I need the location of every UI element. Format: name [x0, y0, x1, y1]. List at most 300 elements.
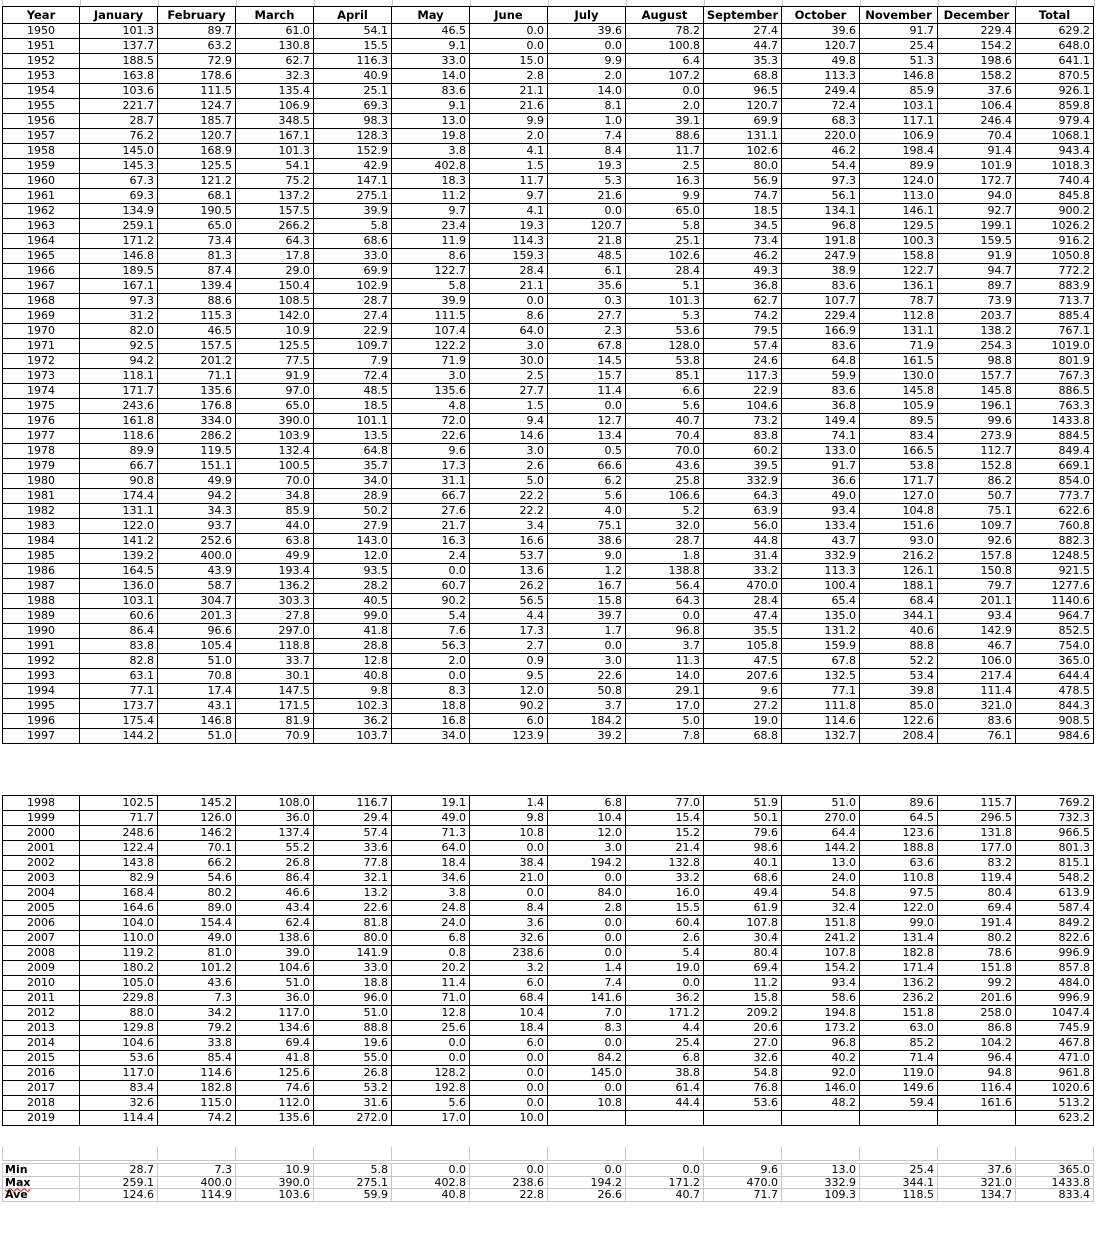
value-cell: 11.2 — [392, 189, 470, 204]
value-cell: 15.8 — [548, 594, 626, 609]
value-cell: 9.5 — [470, 669, 548, 684]
value-cell: 189.5 — [80, 264, 158, 279]
value-cell: 80.0 — [314, 931, 392, 946]
value-cell: 8.6 — [470, 309, 548, 324]
value-cell: 64.3 — [626, 594, 704, 609]
value-cell: 75.2 — [236, 174, 314, 189]
value-cell: 63.9 — [704, 504, 782, 519]
value-cell: 33.8 — [158, 1036, 236, 1051]
empty-cell — [314, 1147, 392, 1161]
value-cell: 10.8 — [470, 826, 548, 841]
value-cell — [548, 1111, 626, 1126]
summary-value-cell: 390.0 — [236, 1176, 314, 1189]
value-cell: 70.9 — [236, 729, 314, 744]
value-cell: 32.0 — [626, 519, 704, 534]
value-cell: 37.6 — [938, 84, 1016, 99]
value-cell: 121.2 — [158, 174, 236, 189]
value-cell: 103.6 — [80, 84, 158, 99]
value-cell: 93.7 — [158, 519, 236, 534]
value-cell: 168.4 — [80, 886, 158, 901]
value-cell: 36.8 — [782, 399, 860, 414]
max-label: Max — [5, 1175, 31, 1189]
value-cell: 115.0 — [158, 1096, 236, 1111]
value-cell: 27.2 — [704, 699, 782, 714]
value-cell: 114.6 — [782, 714, 860, 729]
column-header-total: Total — [1016, 7, 1094, 24]
value-cell: 80.0 — [704, 159, 782, 174]
value-cell: 2.6 — [626, 931, 704, 946]
value-cell: 216.2 — [860, 549, 938, 564]
value-cell: 38.6 — [548, 534, 626, 549]
year-cell: 2011 — [3, 991, 80, 1006]
value-cell: 19.1 — [392, 796, 470, 811]
table-row — [3, 54, 1094, 69]
value-cell: 39.8 — [860, 684, 938, 699]
summary-value-cell: 134.7 — [938, 1189, 1016, 1202]
value-cell: 80.4 — [704, 946, 782, 961]
value-cell: 93.0 — [860, 534, 938, 549]
year-cell: 1962 — [3, 204, 80, 219]
year-cell: 1952 — [3, 54, 80, 69]
value-cell: 68.8 — [704, 729, 782, 744]
value-cell: 152.9 — [314, 144, 392, 159]
value-cell: 94.7 — [938, 264, 1016, 279]
value-cell: 188.8 — [860, 841, 938, 856]
summary-value-cell: 40.7 — [626, 1189, 704, 1202]
value-cell: 34.2 — [158, 1006, 236, 1021]
value-cell: 1140.6 — [1016, 594, 1094, 609]
value-cell: 83.6 — [782, 339, 860, 354]
value-cell: 23.4 — [392, 219, 470, 234]
value-cell: 221.7 — [80, 99, 158, 114]
value-cell: 136.2 — [236, 579, 314, 594]
value-cell: 102.6 — [626, 249, 704, 264]
value-cell: 132.7 — [782, 729, 860, 744]
value-cell: 101.1 — [314, 414, 392, 429]
value-cell: 0.8 — [392, 946, 470, 961]
summary-value-cell: 9.6 — [704, 1164, 782, 1177]
table-row — [3, 444, 1094, 459]
value-cell: 22.9 — [704, 384, 782, 399]
value-cell: 77.8 — [314, 856, 392, 871]
table-row — [3, 714, 1094, 729]
value-cell: 297.0 — [236, 624, 314, 639]
year-cell: 1999 — [3, 811, 80, 826]
value-cell: 76.1 — [938, 729, 1016, 744]
value-cell: 176.8 — [158, 399, 236, 414]
value-cell: 159.3 — [470, 249, 548, 264]
value-cell: 3.8 — [392, 144, 470, 159]
value-cell: 8.3 — [548, 1021, 626, 1036]
value-cell: 116.4 — [938, 1081, 1016, 1096]
value-cell: 32.3 — [236, 69, 314, 84]
value-cell: 78.7 — [860, 294, 938, 309]
value-cell: 49.3 — [704, 264, 782, 279]
value-cell: 996.9 — [1016, 946, 1094, 961]
value-cell: 2.3 — [548, 324, 626, 339]
value-cell: 59.4 — [860, 1096, 938, 1111]
value-cell: 979.4 — [1016, 114, 1094, 129]
value-cell: 38.8 — [626, 1066, 704, 1081]
value-cell: 272.0 — [314, 1111, 392, 1126]
value-cell: 131.2 — [782, 624, 860, 639]
value-cell: 12.8 — [314, 654, 392, 669]
value-cell: 10.0 — [470, 1111, 548, 1126]
value-cell: 35.5 — [704, 624, 782, 639]
value-cell: 32.4 — [782, 901, 860, 916]
table-row — [3, 1051, 1094, 1066]
value-cell: 104.0 — [80, 916, 158, 931]
table-row — [3, 669, 1094, 684]
value-cell: 1277.6 — [1016, 579, 1094, 594]
value-cell: 1068.1 — [1016, 129, 1094, 144]
value-cell: 39.6 — [548, 24, 626, 39]
value-cell: 100.4 — [782, 579, 860, 594]
value-cell: 120.7 — [158, 129, 236, 144]
value-cell: 54.4 — [782, 159, 860, 174]
year-cell: 1978 — [3, 444, 80, 459]
value-cell: 64.0 — [470, 324, 548, 339]
value-cell: 82.9 — [80, 871, 158, 886]
value-cell: 961.8 — [1016, 1066, 1094, 1081]
value-cell: 21.6 — [470, 99, 548, 114]
value-cell: 7.6 — [392, 624, 470, 639]
value-cell: 132.4 — [236, 444, 314, 459]
value-cell: 68.6 — [704, 871, 782, 886]
value-cell: 51.0 — [782, 796, 860, 811]
value-cell: 98.8 — [938, 354, 1016, 369]
value-cell: 99.6 — [938, 414, 1016, 429]
year-cell: 1980 — [3, 474, 80, 489]
value-cell: 27.9 — [314, 519, 392, 534]
year-cell: 1967 — [3, 279, 80, 294]
value-cell: 25.4 — [626, 1036, 704, 1051]
value-cell: 1.0 — [548, 114, 626, 129]
value-cell: 18.3 — [392, 174, 470, 189]
value-cell: 27.8 — [236, 609, 314, 624]
value-cell: 98.3 — [314, 114, 392, 129]
value-cell: 18.8 — [314, 976, 392, 991]
value-cell: 35.3 — [704, 54, 782, 69]
value-cell: 236.2 — [860, 991, 938, 1006]
value-cell: 164.5 — [80, 564, 158, 579]
value-cell: 151.1 — [158, 459, 236, 474]
value-cell: 71.9 — [860, 339, 938, 354]
value-cell: 125.5 — [236, 339, 314, 354]
value-cell: 66.2 — [158, 856, 236, 871]
value-cell: 21.7 — [392, 519, 470, 534]
value-cell: 64.3 — [236, 234, 314, 249]
value-cell: 0.0 — [392, 669, 470, 684]
value-cell: 34.6 — [392, 871, 470, 886]
value-cell: 63.6 — [860, 856, 938, 871]
value-cell: 92.7 — [938, 204, 1016, 219]
value-cell: 348.5 — [236, 114, 314, 129]
value-cell: 111.8 — [782, 699, 860, 714]
value-cell: 145.2 — [158, 796, 236, 811]
value-cell: 71.7 — [80, 811, 158, 826]
value-cell: 96.8 — [626, 624, 704, 639]
value-cell: 171.7 — [860, 474, 938, 489]
value-cell: 60.2 — [704, 444, 782, 459]
value-cell: 116.7 — [314, 796, 392, 811]
value-cell: 145.3 — [80, 159, 158, 174]
value-cell: 41.8 — [314, 624, 392, 639]
value-cell: 50.8 — [548, 684, 626, 699]
value-cell: 3.8 — [392, 886, 470, 901]
table-row — [3, 609, 1094, 624]
value-cell: 3.4 — [470, 519, 548, 534]
table-row — [3, 1006, 1094, 1021]
value-cell: 5.3 — [626, 309, 704, 324]
table-row — [3, 504, 1094, 519]
value-cell: 65.0 — [626, 204, 704, 219]
value-cell: 49.9 — [158, 474, 236, 489]
value-cell: 129.5 — [860, 219, 938, 234]
summary-value-cell: 275.1 — [314, 1176, 392, 1189]
value-cell: 33.2 — [704, 564, 782, 579]
table-row — [3, 339, 1094, 354]
value-cell: 203.7 — [938, 309, 1016, 324]
value-cell: 36.6 — [782, 474, 860, 489]
value-cell: 17.0 — [626, 699, 704, 714]
value-cell: 124.0 — [860, 174, 938, 189]
value-cell: 39.6 — [782, 24, 860, 39]
value-cell: 105.0 — [80, 976, 158, 991]
value-cell: 1047.4 — [1016, 1006, 1094, 1021]
value-cell: 48.5 — [314, 384, 392, 399]
table-row — [3, 1096, 1094, 1111]
year-cell: 2007 — [3, 931, 80, 946]
value-cell: 86.4 — [80, 624, 158, 639]
value-cell: 22.2 — [470, 504, 548, 519]
value-cell: 304.7 — [158, 594, 236, 609]
value-cell: 0.0 — [548, 39, 626, 54]
value-cell: 54.1 — [314, 24, 392, 39]
value-cell: 2.0 — [626, 99, 704, 114]
value-cell: 966.5 — [1016, 826, 1094, 841]
value-cell: 76.8 — [704, 1081, 782, 1096]
value-cell: 81.9 — [236, 714, 314, 729]
value-cell: 114.3 — [470, 234, 548, 249]
value-cell: 18.4 — [392, 856, 470, 871]
summary-value-cell: 5.8 — [314, 1164, 392, 1177]
value-cell: 56.4 — [626, 579, 704, 594]
value-cell: 773.7 — [1016, 489, 1094, 504]
value-cell: 39.9 — [314, 204, 392, 219]
table-row — [3, 114, 1094, 129]
value-cell: 44.7 — [704, 39, 782, 54]
value-cell: 801.9 — [1016, 354, 1094, 369]
year-cell: 1955 — [3, 99, 80, 114]
value-cell: 198.6 — [938, 54, 1016, 69]
value-cell: 21.4 — [626, 841, 704, 856]
value-cell: 27.7 — [548, 309, 626, 324]
value-cell: 106.9 — [860, 129, 938, 144]
value-cell: 70.1 — [158, 841, 236, 856]
table-row — [3, 39, 1094, 54]
value-cell: 144.2 — [80, 729, 158, 744]
value-cell: 101.2 — [158, 961, 236, 976]
value-cell: 31.4 — [704, 549, 782, 564]
value-cell: 28.4 — [704, 594, 782, 609]
value-cell: 25.8 — [626, 474, 704, 489]
value-cell: 83.6 — [782, 384, 860, 399]
summary-value-cell: 194.2 — [548, 1176, 626, 1189]
value-cell: 91.9 — [938, 249, 1016, 264]
value-cell: 138.8 — [626, 564, 704, 579]
value-cell: 1.8 — [626, 549, 704, 564]
value-cell: 174.4 — [80, 489, 158, 504]
value-cell: 193.4 — [236, 564, 314, 579]
value-cell — [626, 1111, 704, 1126]
value-cell: 83.8 — [704, 429, 782, 444]
value-cell: 964.7 — [1016, 609, 1094, 624]
summary-value-cell: 114.9 — [158, 1189, 236, 1202]
value-cell: 53.6 — [704, 1096, 782, 1111]
table-row — [3, 219, 1094, 234]
value-cell: 97.3 — [782, 174, 860, 189]
value-cell: 75.1 — [938, 504, 1016, 519]
year-cell: 1965 — [3, 249, 80, 264]
value-cell: 182.8 — [860, 946, 938, 961]
value-cell: 0.0 — [470, 294, 548, 309]
value-cell — [782, 1111, 860, 1126]
value-cell: 86.2 — [938, 474, 1016, 489]
table-row — [3, 579, 1094, 594]
value-cell: 2.7 — [470, 639, 548, 654]
value-cell: 39.5 — [704, 459, 782, 474]
value-cell: 88.8 — [314, 1021, 392, 1036]
value-cell: 229.4 — [938, 24, 1016, 39]
value-cell: 2.5 — [470, 369, 548, 384]
value-cell: 32.6 — [470, 931, 548, 946]
value-cell: 207.6 — [704, 669, 782, 684]
value-cell: 72.4 — [782, 99, 860, 114]
value-cell: 15.2 — [626, 826, 704, 841]
value-cell: 68.4 — [860, 594, 938, 609]
table-row — [3, 639, 1094, 654]
value-cell: 0.0 — [470, 886, 548, 901]
value-cell: 332.9 — [704, 474, 782, 489]
value-cell: 3.0 — [548, 654, 626, 669]
year-cell: 1976 — [3, 414, 80, 429]
value-cell: 29.0 — [236, 264, 314, 279]
value-cell: 54.1 — [236, 159, 314, 174]
summary-value-cell: 1433.8 — [1016, 1176, 1094, 1189]
value-cell: 108.0 — [236, 796, 314, 811]
value-cell: 40.8 — [314, 669, 392, 684]
year-cell: 2018 — [3, 1096, 80, 1111]
value-cell: 100.5 — [236, 459, 314, 474]
value-cell: 173.2 — [782, 1021, 860, 1036]
year-cell: 1981 — [3, 489, 80, 504]
value-cell: 112.0 — [236, 1096, 314, 1111]
value-cell: 99.0 — [314, 609, 392, 624]
table-row — [3, 549, 1094, 564]
value-cell: 135.0 — [782, 609, 860, 624]
value-cell: 134.9 — [80, 204, 158, 219]
value-cell: 100.3 — [860, 234, 938, 249]
value-cell: 629.2 — [1016, 24, 1094, 39]
year-cell: 1963 — [3, 219, 80, 234]
year-cell: 1994 — [3, 684, 80, 699]
column-header-year: Year — [3, 7, 80, 24]
summary-row-min — [3, 1164, 1094, 1177]
value-cell: 623.2 — [1016, 1111, 1094, 1126]
value-cell: 65.0 — [236, 399, 314, 414]
table-row — [3, 991, 1094, 1006]
column-header-june: June — [470, 7, 548, 24]
value-cell: 16.6 — [470, 534, 548, 549]
column-header-august: August — [626, 7, 704, 24]
value-cell: 137.2 — [236, 189, 314, 204]
value-cell: 70.0 — [236, 474, 314, 489]
value-cell: 334.0 — [158, 414, 236, 429]
value-cell: 91.7 — [782, 459, 860, 474]
year-cell: 1957 — [3, 129, 80, 144]
value-cell: 63.8 — [236, 534, 314, 549]
value-cell: 46.5 — [158, 324, 236, 339]
summary-label-cell — [3, 1176, 80, 1189]
empty-row — [3, 1147, 1094, 1161]
empty-cell — [548, 1147, 626, 1161]
value-cell: 25.4 — [860, 39, 938, 54]
value-cell: 22.2 — [470, 489, 548, 504]
value-cell: 147.1 — [314, 174, 392, 189]
value-cell: 67.8 — [548, 339, 626, 354]
value-cell: 18.8 — [392, 699, 470, 714]
value-cell: 51.0 — [158, 729, 236, 744]
value-cell: 47.4 — [704, 609, 782, 624]
value-cell: 107.4 — [392, 324, 470, 339]
year-cell: 1990 — [3, 624, 80, 639]
value-cell: 478.5 — [1016, 684, 1094, 699]
value-cell: 143.8 — [80, 856, 158, 871]
value-cell: 73.4 — [158, 234, 236, 249]
value-cell: 188.1 — [860, 579, 938, 594]
summary-row-ave — [3, 1189, 1094, 1202]
value-cell: 1.4 — [470, 796, 548, 811]
value-cell: 5.3 — [548, 174, 626, 189]
year-cell: 1970 — [3, 324, 80, 339]
value-cell: 926.1 — [1016, 84, 1094, 99]
value-cell: 69.4 — [938, 901, 1016, 916]
value-cell: 137.4 — [236, 826, 314, 841]
value-cell: 191.8 — [782, 234, 860, 249]
value-cell: 767.1 — [1016, 324, 1094, 339]
value-cell: 103.7 — [314, 729, 392, 744]
value-cell: 113.3 — [782, 564, 860, 579]
value-cell: 40.2 — [782, 1051, 860, 1066]
value-cell: 259.1 — [80, 219, 158, 234]
value-cell: 31.2 — [80, 309, 158, 324]
value-cell: 19.0 — [704, 714, 782, 729]
value-cell: 669.1 — [1016, 459, 1094, 474]
year-cell: 2009 — [3, 961, 80, 976]
year-cell: 1969 — [3, 309, 80, 324]
value-cell: 110.8 — [860, 871, 938, 886]
value-cell: 12.0 — [548, 826, 626, 841]
value-cell: 52.2 — [860, 654, 938, 669]
value-cell: 12.0 — [470, 684, 548, 699]
value-cell: 19.0 — [626, 961, 704, 976]
value-cell: 124.7 — [158, 99, 236, 114]
value-cell: 89.5 — [860, 414, 938, 429]
value-cell: 273.9 — [938, 429, 1016, 444]
value-cell: 141.6 — [548, 991, 626, 1006]
value-cell: 3.6 — [470, 916, 548, 931]
